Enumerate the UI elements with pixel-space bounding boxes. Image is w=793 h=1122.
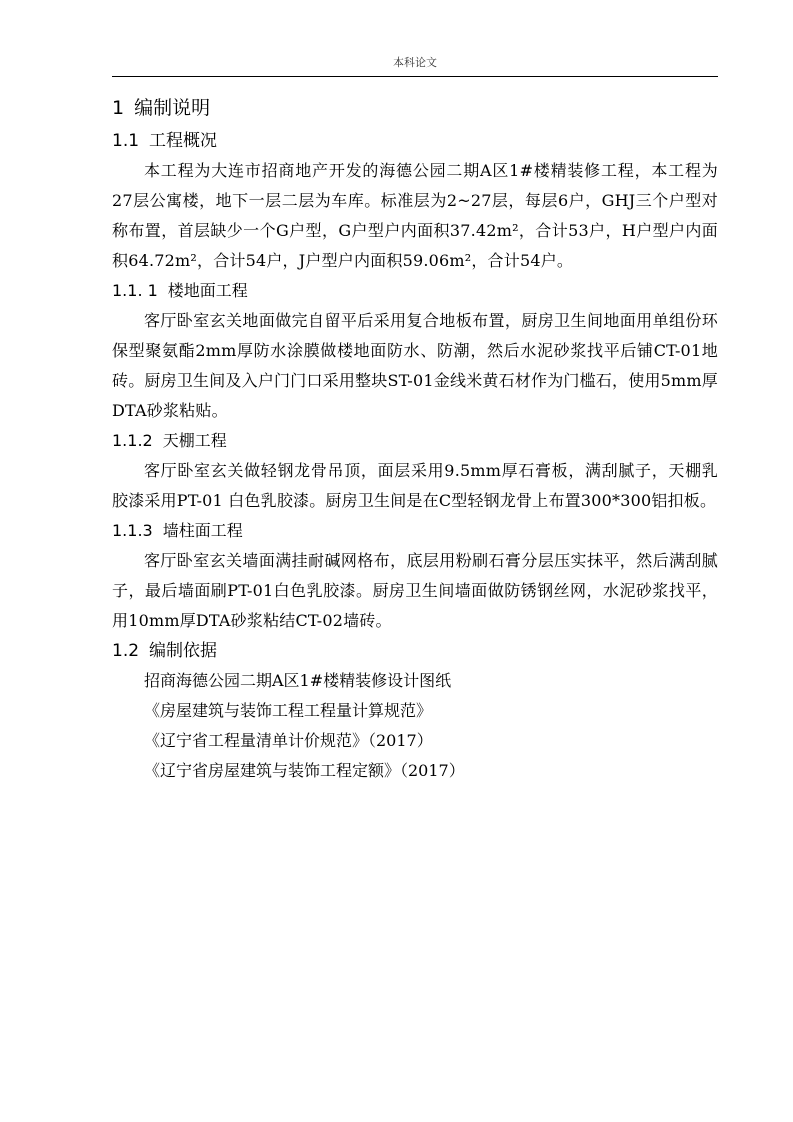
section-1-1-1-number: 1.1. 1 <box>112 281 158 300</box>
reference-item: 《辽宁省房屋建筑与装饰工程定额》（2017） <box>144 761 465 780</box>
section-1-1-1-paragraph: 客厅卧室玄关地面做完自留平后采用复合地板布置，厨房卫生间地面用单组份环保型聚氨酯2mm厚防水涂膜做楼地面防水、防潮，然后水泥砂浆找平后铺CT-01地砖。厨房卫生间及入户门门口采用整块ST-01金线米黄石材作为门槛石，使用5mm厚DTA砂浆粘贴。 <box>112 311 718 420</box>
page-header <box>112 52 718 77</box>
section-1-1-paragraph: 本工程为大连市招商地产开发的海德公园二期A区1#楼精装修工程，本工程为27层公寓楼，地下一层二层为车库。标准层为2~27层，每层6户，GHJ三个户型对称布置，首层缺少一个G户型，G户型户内面积37.42m²，合计53户，H户型户内面积64.72m²，合计54户，J户型户内面积59.06m²，合计54户。 <box>112 161 718 270</box>
section-1-1-3-number: 1.1.3 <box>112 521 153 540</box>
section-1-1-3-heading <box>112 516 718 546</box>
section-1-1-2-number: 1.1.2 <box>112 431 153 450</box>
section-1-heading <box>112 90 718 126</box>
section-1-2-number: 1.2 <box>112 641 140 661</box>
section-1-1-1-heading <box>112 276 718 306</box>
reference-item: 招商海德公园二期A区1#楼精装修设计图纸 <box>144 671 452 690</box>
section-1-1-title: 工程概况 <box>149 131 218 151</box>
section-1-1-1-title: 楼地面工程 <box>167 281 248 300</box>
reference-item: 《辽宁省工程量清单计价规范》（2017） <box>144 731 433 750</box>
section-1-1-2-paragraph: 客厅卧室玄关做轻钢龙骨吊顶，面层采用9.5mm厚石膏板，满刮腻子，天棚乳胶漆采用PT-01 白色乳胶漆。厨房卫生间是在C型轻钢龙骨上布置300*300铝扣板。 <box>112 461 718 510</box>
section-1-number: 1 <box>112 97 125 119</box>
section-1-1-heading <box>112 126 718 156</box>
section-1-2-heading <box>112 636 718 666</box>
section-1-2-title: 编制依据 <box>149 641 218 661</box>
section-1-1-3-paragraph: 客厅卧室玄关墙面满挂耐碱网格布，底层用粉刷石膏分层压实抹平，然后满刮腻子，最后墙面刷PT-01白色乳胶漆。厨房卫生间墙面做防锈钢丝网，水泥砂浆找平，用10mm厚DTA砂浆粘结CT-02墙砖。 <box>112 551 718 630</box>
document-body <box>112 90 718 786</box>
reference-item: 《房屋建筑与装饰工程工程量计算规范》 <box>144 701 433 720</box>
section-1-1-3-title: 墙柱面工程 <box>162 521 243 540</box>
section-1-title: 编制说明 <box>134 97 211 119</box>
header-title: 本科论文 <box>393 56 437 69</box>
section-1-1-2-heading <box>112 426 718 456</box>
section-1-1-number: 1.1 <box>112 131 140 151</box>
section-1-1-2-title: 天棚工程 <box>162 431 227 450</box>
